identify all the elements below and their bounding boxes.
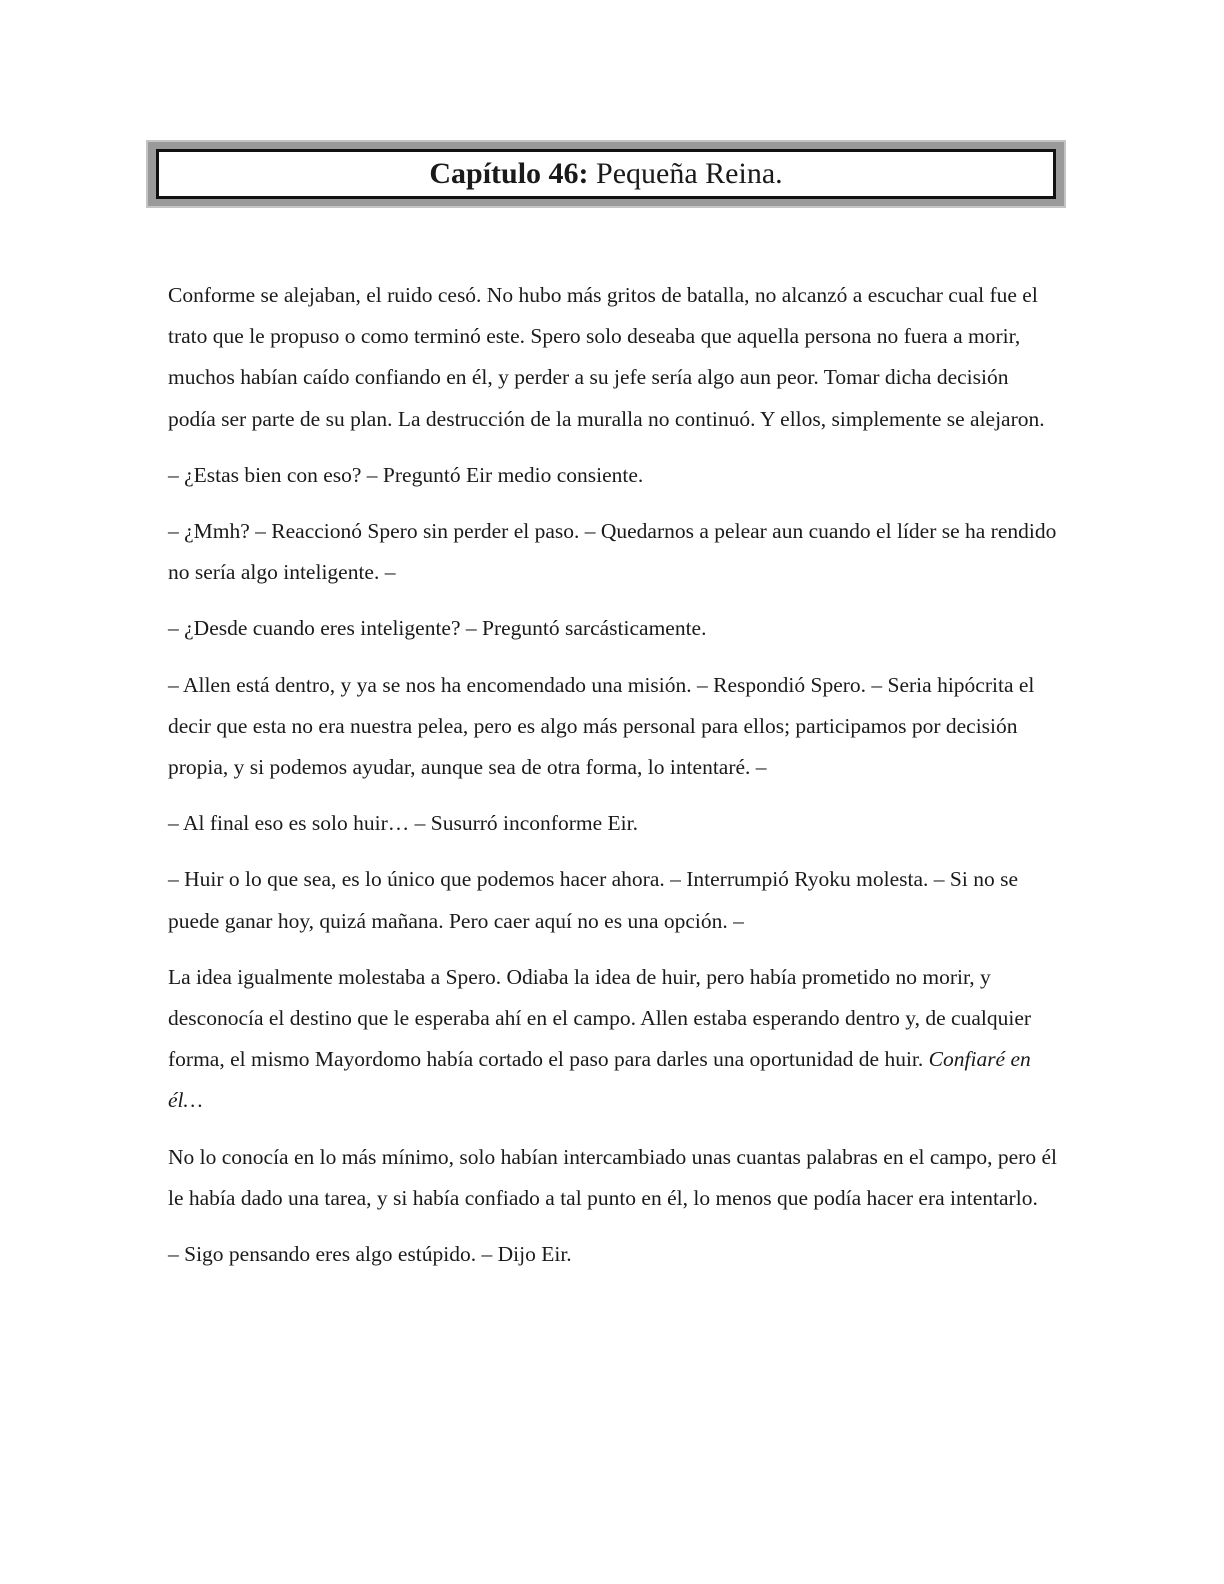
chapter-number: Capítulo 46: (429, 157, 589, 190)
paragraph: – Allen está dentro, y ya se nos ha encomendado una misión. – Respondió Spero. – Seria hipócrita el decir que esta no era nuestra pelea, pero es algo más personal para ellos; participamos por decisión propia, y si podemos ayudar, aunque sea de otra forma, lo intentaré. – (168, 672, 1035, 780)
chapter-title (156, 149, 1056, 199)
chapter-title-frame (146, 140, 1066, 208)
chapter-name: Pequeña Reina. (596, 157, 783, 190)
paragraph (168, 957, 1058, 1122)
paragraph: – ¿Estas bien con eso? – Preguntó Eir medio consiente. (168, 462, 644, 487)
paragraph: – Huir o lo que sea, es lo único que podemos hacer ahora. – Interrumpió Ryoku molesta. – Si no se puede ganar hoy, quizá mañana. Pero caer aquí no es una opción. – (168, 867, 1018, 933)
paragraph: – ¿Mmh? – Reaccionó Spero sin perder el paso. – Quedarnos a pelear aun cuando el líder se ha rendido no sería algo inteligente. – (168, 519, 1057, 585)
paragraph: No lo conocía en lo más mínimo, solo habían intercambiado unas cuantas palabras en el campo, pero él le había dado una tarea, y si había confiado a tal punto en él, lo menos que podía hacer era intentarlo. (168, 1144, 1057, 1210)
italic-thought: Confiaré en él… (168, 1047, 1031, 1113)
paragraph: – Sigo pensando eres algo estúpido. – Dijo Eir. (168, 1242, 572, 1267)
paragraph: – ¿Desde cuando eres inteligente? – Preguntó sarcásticamente. (168, 616, 707, 641)
paragraph-text: La idea igualmente molestaba a Spero. Odiaba la idea de huir, pero había prometido no morir, y desconocía el destino que le esperaba ahí en el campo. Allen estaba esperando dentro y, de cualquier forma, el mismo Mayordomo había cortado el paso para darles una oportunidad de huir. (168, 964, 1032, 1072)
paragraph: – Al final eso es solo huir… – Susurró inconforme Eir. (168, 811, 638, 836)
paragraph: Conforme se alejaban, el ruido cesó. No hubo más gritos de batalla, no alcanzó a escuchar cual fue el trato que le propuso o como terminó este. Spero solo deseaba que aquella persona no fuera a morir, muchos habían caído confiando en él, y perder a su jefe sería algo aun peor. Tomar dicha decisión podía ser parte de su plan. La destrucción de la muralla no continuó. Y ellos, simplemente se alejaron. (168, 283, 1045, 431)
chapter-body (168, 275, 1058, 1290)
